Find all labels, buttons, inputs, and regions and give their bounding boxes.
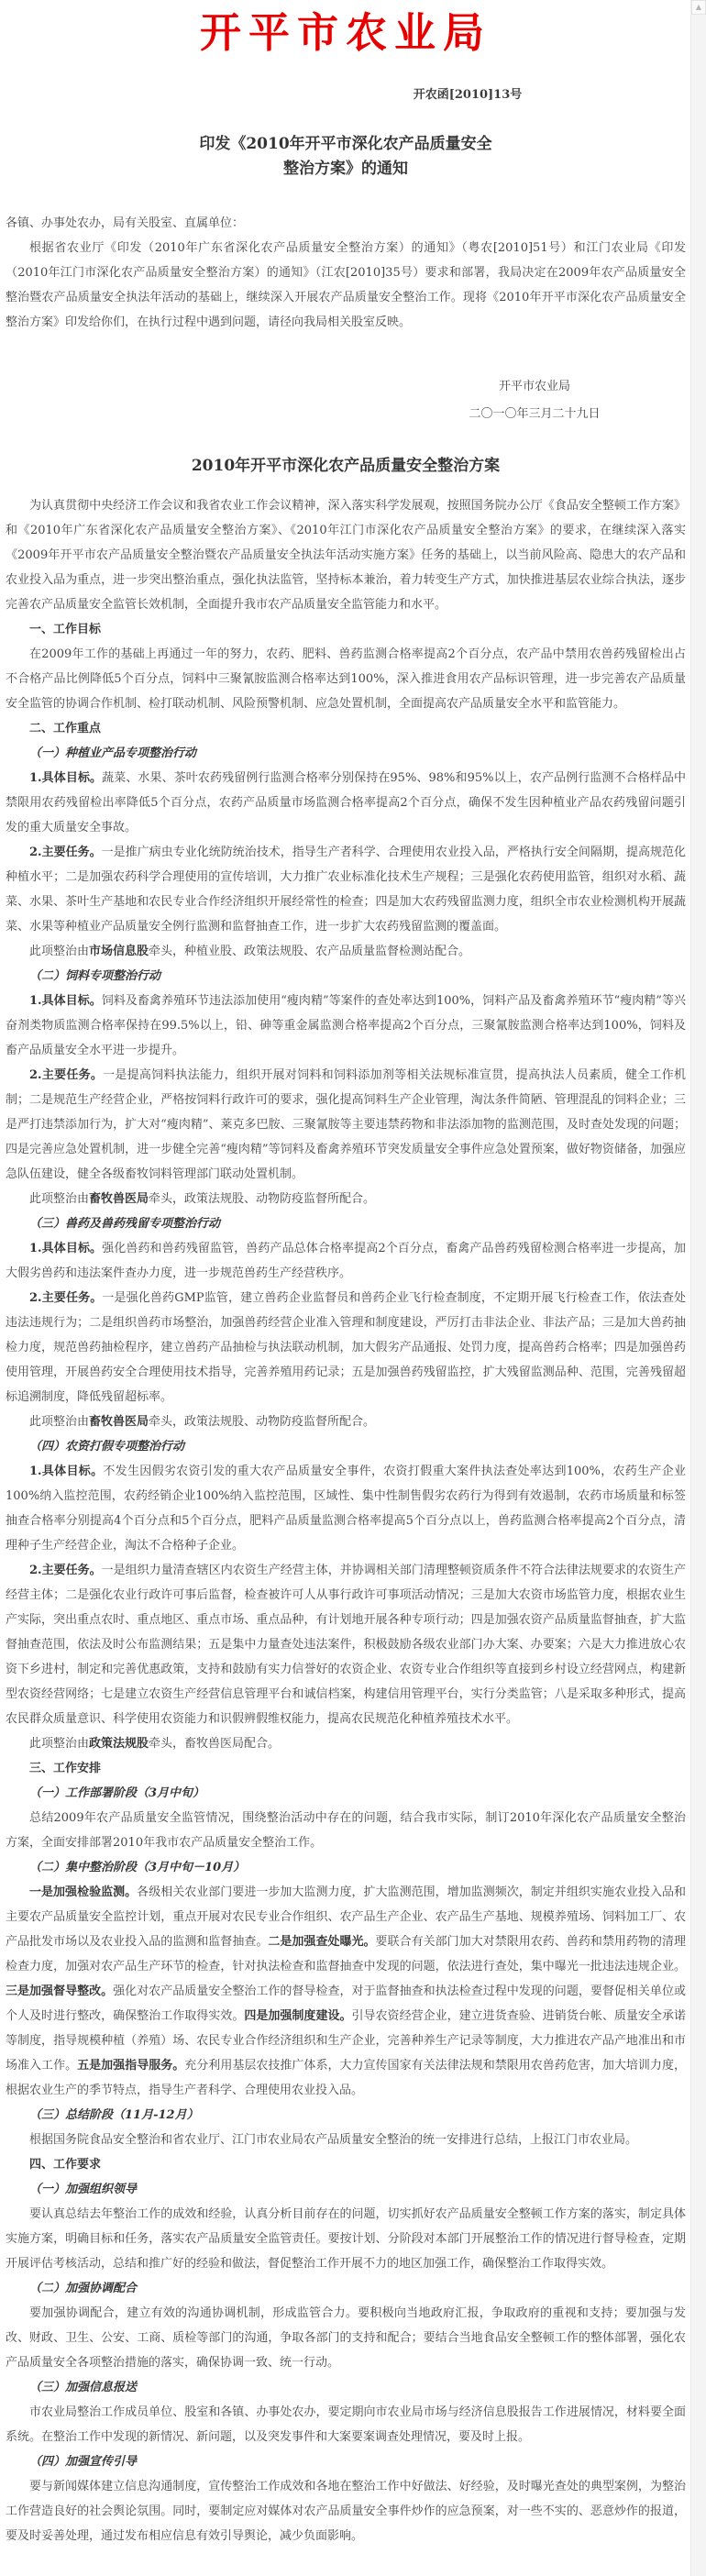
scrollbar[interactable] [690, 0, 706, 2576]
para: 1.具体目标。不发生因假劣农资引发的重大农产品质量安全事件，农资打假重大案件执法查处率达到100%，农药生产企业100%纳入监控范围，农药经销企业100%纳入监控范围，区域性、集中性制售假劣农药行为得到有效遏制，农药市场质量和标签抽查合格率分别提高4个百分点和5个百分点，肥料产品质量监测合格率提高5个百分点以上，兽药监测合格率提高2个百分点，清理种子生产经营企业，淘汰不合格种子企业。 [6, 1465, 686, 1553]
para: 要与新闻媒体建立信息沟通制度，宣传整治工作成效和各地在整治工作中好做法、好经验，及时曝光查处的典型案例，为整治工作营造良好的社会舆论氛围。同时，要制定应对媒体对农产品质量安全事件炒作的应急预案，对一些不实的、恶意炒作的报道，要及时妥善处理，通过发布相应信息有效引导舆论，减少负面影响。 [6, 2480, 686, 2543]
para: 此项整治由市场信息股牵头，种植业股、政策法规股、农产品质量监督检测站配合。 [29, 945, 471, 958]
para: 为认真贯彻中央经济工作会议和我省农业工作会议精神，深入落实科学发展观，按照国务院办公厅《食品安全整顿工作方案》和《2010年广东省深化农产品质量安全整治方案》、《2010年江门市深化农产品质量安全整治方案》的要求，在继续深入落实《2009年开平市农产品质量安全整治暨农产品质量安全执法年活动实施方案》任务的基础上，以当前风险高、隐患大的农产品和农业投入品为重点，进一步突出整治重点，强化执法监管，坚持标本兼治，着力转变生产方式，加快推进基层农业综合执法，逐步完善农产品质量安全监管长效机制，全面提升我市农产品质量安全监管能力和水平。 [6, 499, 686, 612]
para: 根据国务院食品安全整治和省农业厅、江门市农业局农产品质量安全整治的统一安排进行总结，上报江门市农业局。 [29, 2133, 638, 2147]
para: 此项整治由畜牧兽医局牵头，政策法规股、动物防疫监督所配合。 [29, 1415, 376, 1429]
para: 此项整治由畜牧兽医局牵头，政策法规股、动物防疫监督所配合。 [29, 1192, 376, 1206]
para: 总结2009年农产品质量安全监管情况，围绕整治活动中存在的问题，结合我市实际，制订2010年深化农产品质量安全整治方案，全面安排部署2010年我市农产品质量安全整治工作。 [6, 1811, 686, 1850]
h2: （三）总结阶段（11月-12月） [29, 2108, 199, 2122]
para: 根据省农业厅《印发（2010年广东省深化农产品质量安全整治方案）的通知》（粤农[2010]51号）和江门农业局《印发（2010年江门市深化农产品质量安全整治方案）的通知》（江农[2010]35号）要求和部署，我局决定在2009年农产品质量安全整治暨农产品质量安全执法年活动的基础上，继续深入开展农产品质量安全整治工作。现将《2010年开平市深化农产品质量安全整治方案》印发给你们，在执行过程中遇到问题，请径向我局相关股室反映。 [6, 241, 686, 329]
notice-subject [6, 132, 686, 182]
h2: （四）农资打假专项整治行动 [29, 1440, 185, 1454]
doc-title: 2010年开平市深化农产品质量安全整治方案 [191, 457, 501, 475]
h2: （二）加强协调配合 [29, 2282, 138, 2295]
sign: 开平市农业局 二〇一〇年三月二十九日 [469, 380, 601, 421]
notice-subject-line1: 印发《2010年开平市深化农产品质量安全 [199, 135, 492, 153]
para: 1.具体目标。饲料及畜禽养殖环节违法添加使用“瘦肉精”等案件的查处率达到100%，饲料产品及畜禽养殖环节“瘦肉精”等兴奋剂类物质监测合格率保持在99.5%以上，铅、砷等重金属监测合格率提高2个百分点，三聚氰胺监测合格率达到100%，饲料及畜产品质量安全水平进一步提升。 [6, 994, 686, 1057]
para: 要加强协调配合，建立有效的沟通协调机制，形成监管合力。要积极向当地政府汇报，争取政府的重视和支持；要加强与发改、财政、卫生、公安、工商、质检等部门的沟通，争取各部门的支持和配合；要结合当地食品安全整顿工作的整体部署，强化农产品质量安全各项整治措施的落实，确保协调一致、统一行动。 [6, 2306, 686, 2370]
h2: （一）加强组织领导 [29, 2183, 138, 2196]
para: 2.主要任务。一是提高饲料执法能力，组织开展对饲料和饲料添加剂等相关法规标准宣贯，提高执法人员素质，健全工作机制；二是规范生产经营企业，严格按饲料行政许可的要求，强化提高饲料生产企业管理，淘汰条件简陋、管理混乱的饲料企业；三是严打违禁添加行为，扩大对“瘦肉精”、莱克多巴胺、三聚氰胺等主要违禁药物和非法添加物的监测范围，及时查处发现的问题；四是完善应急处置机制，进一步健全完善“瘦肉精”等饲料及畜禽养殖环节突发质量安全事件应急处置预案，做好物资储备，加强应急队伍建设，健全各级畜牧饲料管理部门联动处置机制。 [6, 1068, 686, 1181]
para: 此项整治由政策法规股牵头，畜牧兽医局配合。 [29, 1737, 281, 1751]
h1: 二、工作重点 [29, 722, 102, 735]
h2: （二）饲料专项整治行动 [29, 969, 161, 983]
para: 2.主要任务。一是推广病虫专业化统防统治技术，指导生产者科学、合理使用农业投入品，严格执行安全间隔期，提高规范化种植水平；二是加强农药科学合理使用的宣传培训，大力推广农业标准化技术生产规程；三是强化农药使用监管，组织对水稻、蔬菜、水果、茶叶生产基地和农民专业合作经济组织开展经常性的检查；四是加大农药残留监测力度，组织全市农业检测机构开展蔬菜、水果等种植业产品质量安全例行监测和监督抽查工作，进一步扩大农药残留监测的覆盖面。 [6, 846, 686, 934]
h2: （二）集中整治阶段（3月中旬－10月） [29, 1861, 246, 1874]
h2: （三）加强信息报送 [29, 2381, 138, 2394]
para: 2.主要任务。一是强化兽药GMP监管，建立兽药企业监督员和兽药企业飞行检查制度，不定期开展飞行检查工作，依法查处违法违规行为；二是组织兽药市场整治，加强兽药经营企业准入管理和制度建设，严厉打击非法企业、非法产品；三是加大兽药抽检力度，规范兽药抽检程序，建立兽药产品抽检与执法联动机制，加大假劣产品通报、处罚力度，提高兽药合格率；四是加强兽药使用管理，开展兽药安全合理使用技术指导，完善养殖用药记录；五是加强兽药残留监控，扩大残留监测品种、范围，完善残留超标追溯制度，降低残留超标率。 [6, 1291, 686, 1404]
para: 1.具体目标。强化兽药和兽药残留监管，兽药产品总体合格率提高2个百分点，畜禽产品兽药残留检测合格率进一步提高，加大假劣兽药和违法案件查办力度，进一步规范兽药生产经营秩序。 [6, 1242, 686, 1280]
salutation: 各镇、办事处农办，局有关股室、直属单位： [6, 216, 245, 230]
scroll-up-icon[interactable]: ▲ [691, 0, 706, 15]
h1: 一、工作目标 [29, 623, 102, 636]
agency-title: 开平市农业局 [199, 8, 491, 57]
notice-subject-line2: 整治方案》的通知 [283, 160, 408, 178]
para: 市农业局整治工作成员单位、股室和各镇、办事处农办，要定期向市农业局市场与经济信息股报告工作进展情况，材料要全面系统。在整治工作中发现的新情况、新问题，以及突发事件和大案要案调查处理情况，要及时上报。 [6, 2405, 686, 2444]
h1: 四、工作要求 [29, 2158, 102, 2172]
para: 一是加强检验监测。各级相关农业部门要进一步加大监测力度，扩大监测范围，增加监测频次，制定并组织实施农业投入品和主要农产品质量安全监控计划，重点开展对农民专业合作组织、农产品生产企业、农产品生产基地、规模养殖场、饲料加工厂、农产品批发市场以及农业投入品的监测和监督抽查。二是加强查处曝光。要联合有关部门加大对禁限用农药、兽药和禁用药物的清理检查力度，加强对农产品生产环节的检查，针对执法检查和监督抽查中发现的问题，依法进行查处，集中曝光一批违法违规企业。三是加强督导整改。强化对农产品质量安全整治工作的督导检查，对于监督抽查和执法检查过程中发现的问题，要督促相关单位或个人及时进行整改，确保整治工作取得实效。四是加强制度建设。引导农资经营企业，建立进货查验、进销货台帐、质量安全承诺等制度，指导规模种植（养殖）场、农民专业合作经济组织和生产企业，完善种养生产记录等制度，大力推进农产品产地准出和市场准入工作。五是加强指导服务。充分利用基层农技推广体系，大力宣传国家有关法律法规和禁限用农兽药危害，加大培训力度，根据农业生产的季节特点，指导生产者科学、合理使用农业投入品。 [6, 1885, 686, 2097]
para: 2.主要任务。一是组织力量清查辖区内农资生产经营主体，并协调相关部门清理整顿资质条件不符合法律法规要求的农资生产经营主体；二是强化农业行政许可事后监督，检查被许可人从事行政许可事项活动情况；三是加大农资市场监管力度，根据农业生产实际，突出重点农时、重点地区、重点市场、重点品种，有计划地开展各种专项行动；四是加强农资产品质量监督抽查，扩大监督抽查范围，依法及时公布监测结果；五是集中力量查处违法案件，积极鼓励各级农业部门办大案、办要案；六是大力推进放心农资下乡进村，制定和完善优惠政策，支持和鼓励有实力信誉好的农资企业、农资专业合作组织等直接到乡村设立经营网点，构建新型农资经营网络；七是建立农资生产经营信息管理平台和诚信档案，构建信用管理平台，实行分类监管；八是采取多种形式，提高农民群众质量意识、科学使用农资能力和识假辨假维权能力，提高农民规范化种植养殖技术水平。 [6, 1564, 686, 1726]
h2: （一）种植业产品专项整治行动 [29, 746, 197, 760]
h2: （三）兽药及兽药残留专项整治行动 [29, 1217, 221, 1231]
para: 要认真总结去年整治工作的成效和经验，认真分析目前存在的问题，切实抓好农产品质量安全整顿工作方案的落实，制定具体实施方案，明确目标和任务，落实农产品质量安全监管责任。要按计划、分阶段对本部门开展整治工作的情况进行督导检查，定期开展评估考核活动，总结和推广好的经验和做法，督促整治工作开展不力的地区加强工作，确保整治工作取得实效。 [6, 2207, 686, 2271]
h2: （四）加强宣传引导 [29, 2455, 138, 2469]
document-blocks [6, 211, 686, 2548]
para: 在2009年工作的基础上再通过一年的努力，农药、肥料、兽药监测合格率提高2个百分点，农产品中禁用农兽药残留检出占不合格产品比例降低5个百分点，饲料中三聚氰胺监测合格率达到100%，深入推进食用农产品标识管理，进一步完善农产品质量安全监管的协调合作机制、检打联动机制、风险预警机制、应急处置机制，全面提高农产品质量安全水平和监管能力。 [6, 647, 686, 711]
para: 1.具体目标。蔬菜、水果、茶叶农药残留例行监测合格率分别保持在95%、98%和95%以上，农产品例行监测不合格样品中禁限用农药残留检出率降低5个百分点，农药产品质量市场监测合格率提高2个百分点，确保不发生因种植业产品农药残留问题引发的重大质量安全事故。 [6, 771, 686, 835]
h1: 三、工作安排 [29, 1762, 102, 1775]
h2: （一）工作部署阶段（3月中旬） [29, 1786, 205, 1800]
document-number: 开农函[2010]13号 [413, 88, 523, 102]
